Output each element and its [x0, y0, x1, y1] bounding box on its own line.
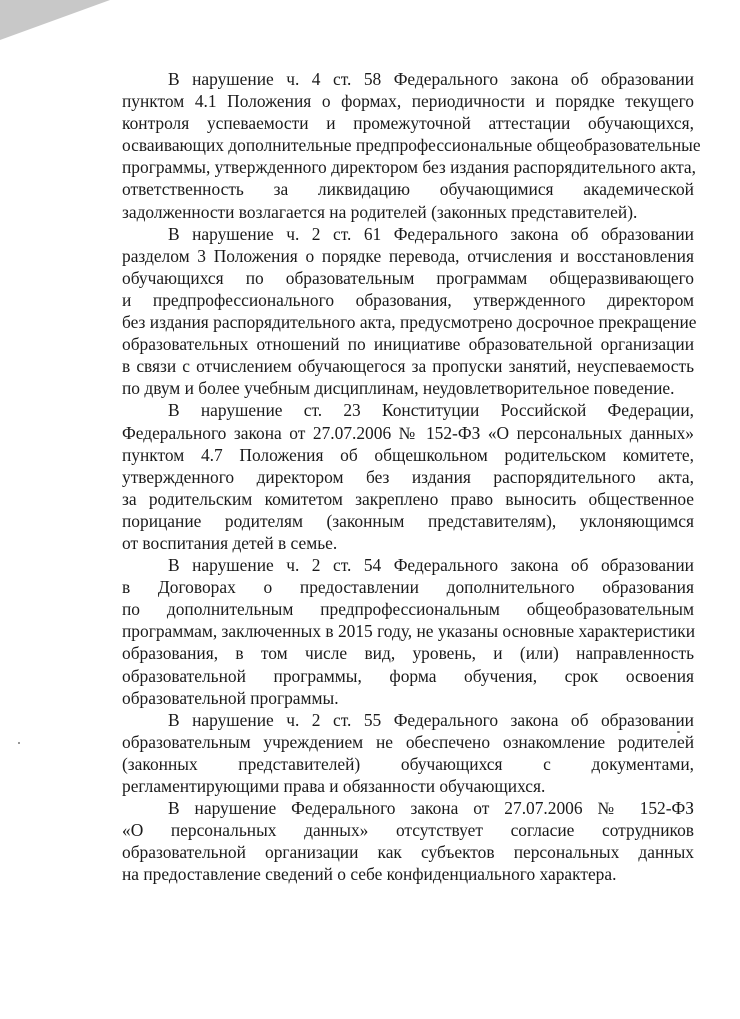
text-line: В нарушение ч. 2 ст. 55 Федерального закона об образовании — [168, 709, 694, 730]
text-line: программы, утвержденного директором без издания распорядительного акта, — [122, 157, 696, 178]
text-line: по дополнительным предпрофессиональным общеобразовательным — [122, 599, 694, 620]
text-line: разделом 3 Положения о порядке перевода, отчисления и восстановления — [122, 245, 694, 266]
paragraph-5 — [122, 709, 694, 797]
text-line: «О персональных данных» отсутствует согласие сотрудников — [122, 820, 694, 841]
text-line: образования, в том числе вид, уровень, и (или) направленность — [122, 643, 694, 664]
paragraph-2 — [122, 223, 697, 400]
text-line: порицание родителям (законным представителям), уклоняющимся — [122, 510, 694, 531]
scan-speck — [18, 742, 20, 744]
text-line: образовательной программы. — [122, 687, 339, 708]
text-line: В нарушение ч. 2 ст. 54 Федерального закона об образовании — [168, 555, 694, 576]
text-line: пунктом 4.1 Положения о формах, периодичности и порядке текущего — [122, 91, 694, 112]
page-corner-fold — [0, 0, 110, 40]
paragraph-3 — [122, 399, 694, 554]
text-line: образовательной организации как субъектов персональных данных — [122, 842, 694, 863]
text-line: обучающихся по образовательным программам общеразвивающего — [122, 267, 694, 288]
text-line: В нарушение Федерального закона от 27.07.2006 № 152-ФЗ — [168, 798, 694, 819]
text-line: пунктом 4.7 Положения об общешкольном родительском комитете, — [122, 444, 694, 465]
text-line: В нарушение ч. 2 ст. 61 Федерального закона об образовании — [168, 223, 694, 244]
text-line: образовательных отношений по инициативе образовательной организации — [122, 334, 694, 355]
text-line: и предпрофессионального образования, утвержденного директором — [122, 289, 694, 310]
text-line: программам, заключенных в 2015 году, не указаны основные характеристики — [122, 621, 696, 642]
text-line: (законных представителей) обучающихся с документами, — [122, 753, 694, 774]
text-line: задолженности возлагается на родителей (законных представителей). — [122, 201, 638, 222]
text-line: контроля успеваемости и промежуточной аттестации обучающихся, — [122, 113, 694, 134]
text-line: образовательным учреждением не обеспечено ознакомление родителей — [122, 731, 694, 752]
text-line: Федерального закона от 27.07.2006 № 152-ФЗ «О персональных данных» — [122, 422, 694, 443]
text-line: от воспитания детей в семье. — [122, 532, 338, 553]
text-line: ответственность за ликвидацию обучающимися академической — [122, 179, 694, 200]
document-body — [122, 68, 701, 885]
paragraph-1 — [122, 68, 701, 223]
text-line: без издания распорядительного акта, предусмотрено досрочное прекращение — [122, 312, 697, 333]
text-line: образовательной программы, форма обучения, срок освоения — [122, 665, 694, 686]
text-line: по двум и более учебным дисциплинам, неудовлетворительное поведение. — [122, 378, 675, 399]
text-line: осваивающих дополнительные предпрофессиональные общеобразовательные — [122, 135, 701, 156]
text-line: в связи с отчислением обучающегося за пропуски занятий, неуспеваемость — [122, 356, 694, 377]
text-line: В нарушение ч. 4 ст. 58 Федерального закона об образовании — [168, 69, 694, 89]
text-line: за родительским комитетом закреплено право выносить общественное — [122, 488, 694, 509]
text-line: В нарушение ст. 23 Конституции Российской Федерации, — [168, 400, 694, 421]
text-line: регламентирующими права и обязанности обучающихся. — [122, 776, 546, 796]
paragraph-4 — [122, 554, 694, 709]
paragraph-6 — [122, 797, 694, 885]
text-line: в Договорах о предоставлении дополнительного образования — [122, 577, 694, 598]
text-line: утвержденного директором без издания распорядительного акта, — [122, 466, 694, 487]
text-line: на предоставление сведений о себе конфиденциального характера. — [122, 864, 617, 885]
